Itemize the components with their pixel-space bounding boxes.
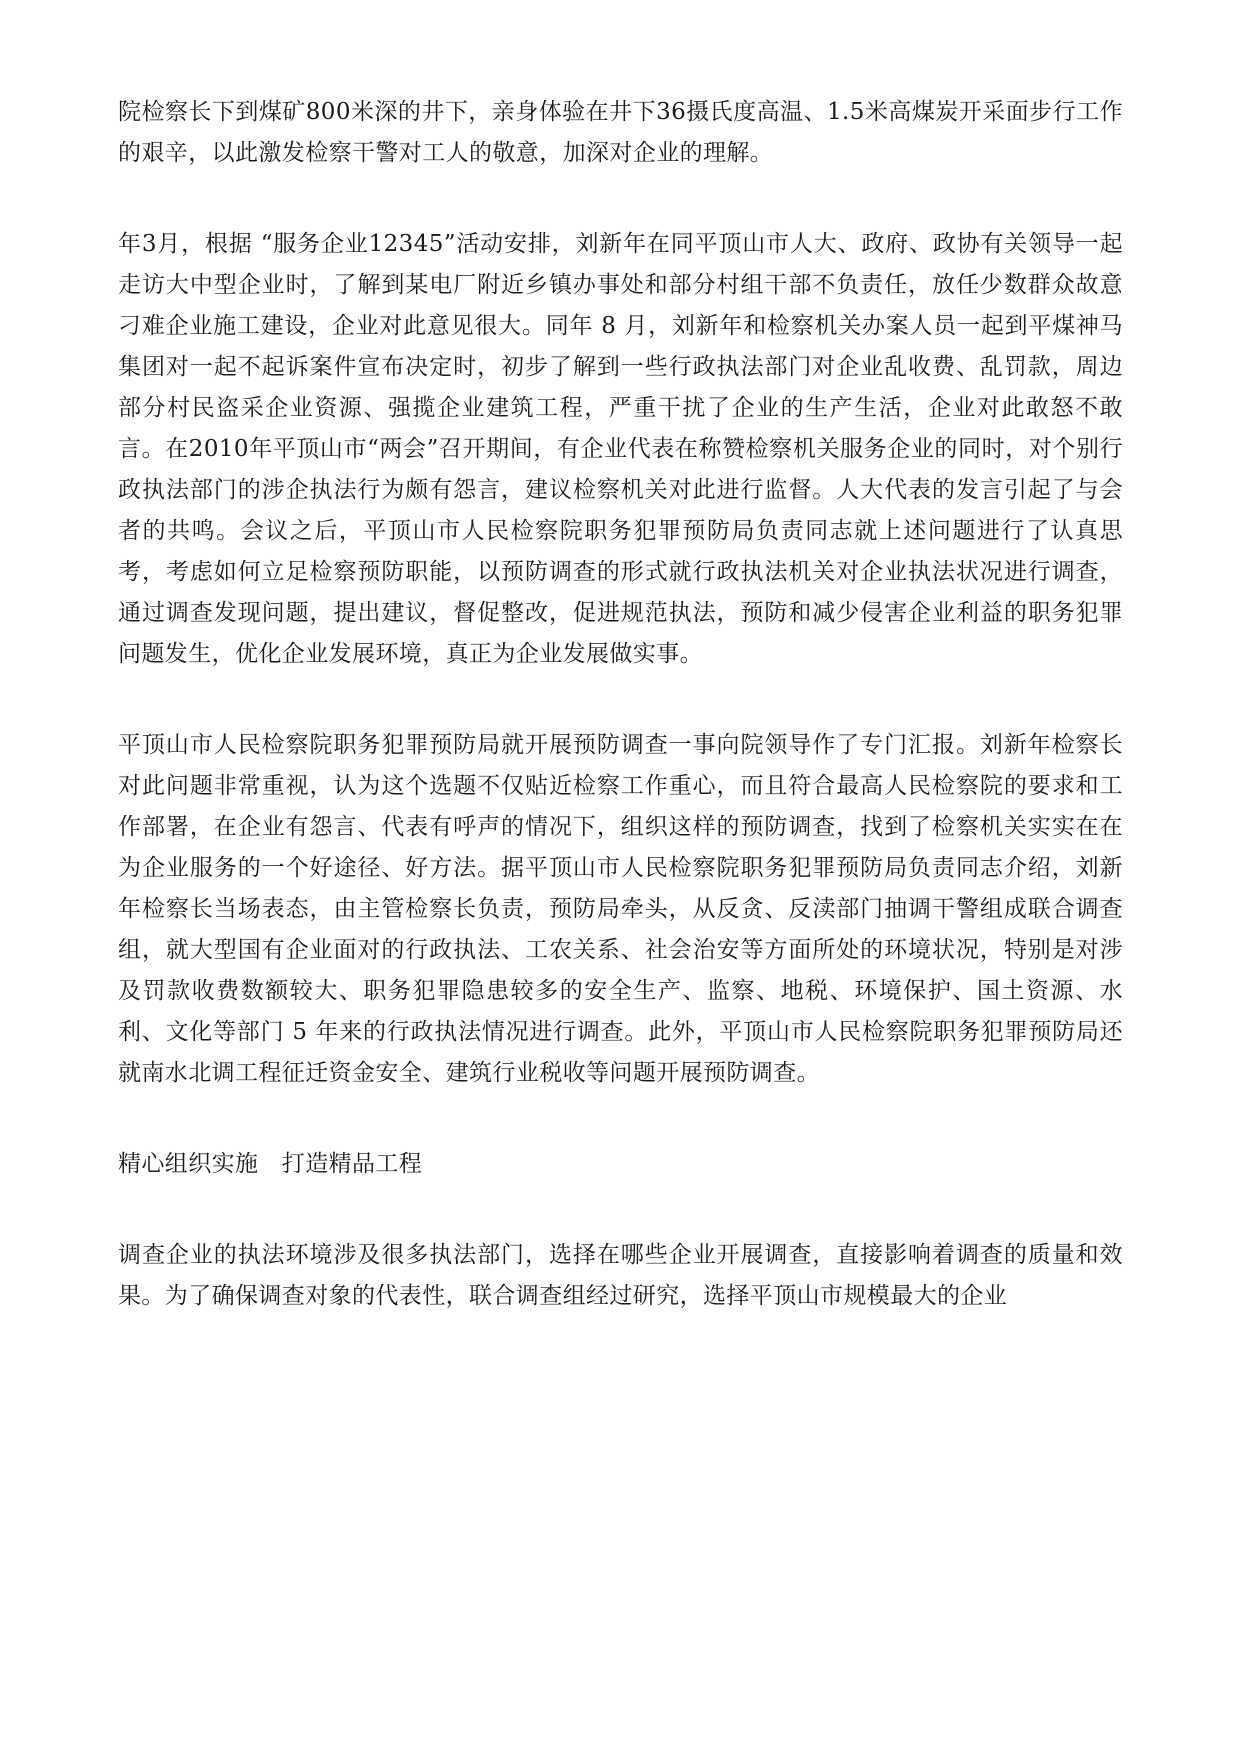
- paragraph-1: 院检察长下到煤矿800米深的井下，亲身体验在井下36摄氏度高温、1.5米高煤炭开采面步行工作的艰辛，以此激发检察干警对工人的敬意，加深对企业的理解。: [118, 99, 1123, 166]
- section-heading: 精心组织实施 打造精品工程: [118, 1151, 423, 1177]
- document-page: [118, 92, 1123, 1367]
- paragraph-2: 年3月，根据 “服务企业12345”活动安排，刘新年在同平顶山市人大、政府、政协有关领导一起走访大中型企业时，了解到某电厂附近乡镇办事处和部分村组干部不负责任，放任少数群众故意刁难企业施工建设，企业对此意见很大。同年 8 月，刘新年和检察机关办案人员一起到平煤神马集团对一起不起诉案件宣布决定时，初步了解到一些行政执法部门对企业乱收费、乱罚款，周边部分村民盗采企业资源、强揽企业建筑工程，严重干扰了企业的生产生活，企业对此敢怒不敢言。在2010年平顶山市“两会”召开期间，有企业代表在称赞检察机关服务企业的同时，对个别行政执法部门的涉企执法行为颇有怨言，建议检察机关对此进行监督。人大代表的发言引起了与会者的共鸣。会议之后，平顶山市人民检察院职务犯罪预防局负责同志就上述问题进行了认真思考，考虑如何立足检察预防职能，以预防调查的形式就行政执法机关对企业执法状况进行调查，通过调查发现问题，提出建议，督促整改，促进规范执法，预防和减少侵害企业利益的职务犯罪问题发生，优化企业发展环境，真正为企业发展做实事。: [118, 231, 1123, 667]
- paragraph-4: 调查企业的执法环境涉及很多执法部门，选择在哪些企业开展调查，直接影响着调查的质量和效果。为了确保调查对象的代表性，联合调查组经过研究，选择平顶山市规模最大的企业: [118, 1242, 1123, 1309]
- paragraph-3: 平顶山市人民检察院职务犯罪预防局就开展预防调查一事向院领导作了专门汇报。刘新年检察长对此问题非常重视，认为这个选题不仅贴近检察工作重心，而且符合最高人民检察院的要求和工作部署，在企业有怨言、代表有呼声的情况下，组织这样的预防调查，找到了检察机关实实在在为企业服务的一个好途径、好方法。据平顶山市人民检察院职务犯罪预防局负责同志介绍，刘新年检察长当场表态，由主管检察长负责，预防局牵头，从反贪、反渎部门抽调干警组成联合调查组，就大型国有企业面对的行政执法、工农关系、社会治安等方面所处的环境状况，特别是对涉及罚款收费数额较大、职务犯罪隐患较多的安全生产、监察、地税、环境保护、国土资源、水利、文化等部门 5 年来的行政执法情况进行调查。此外，平顶山市人民检察院职务犯罪预防局还就南水北调工程征迁资金安全、建筑行业税收等问题开展预防调查。: [118, 732, 1123, 1086]
